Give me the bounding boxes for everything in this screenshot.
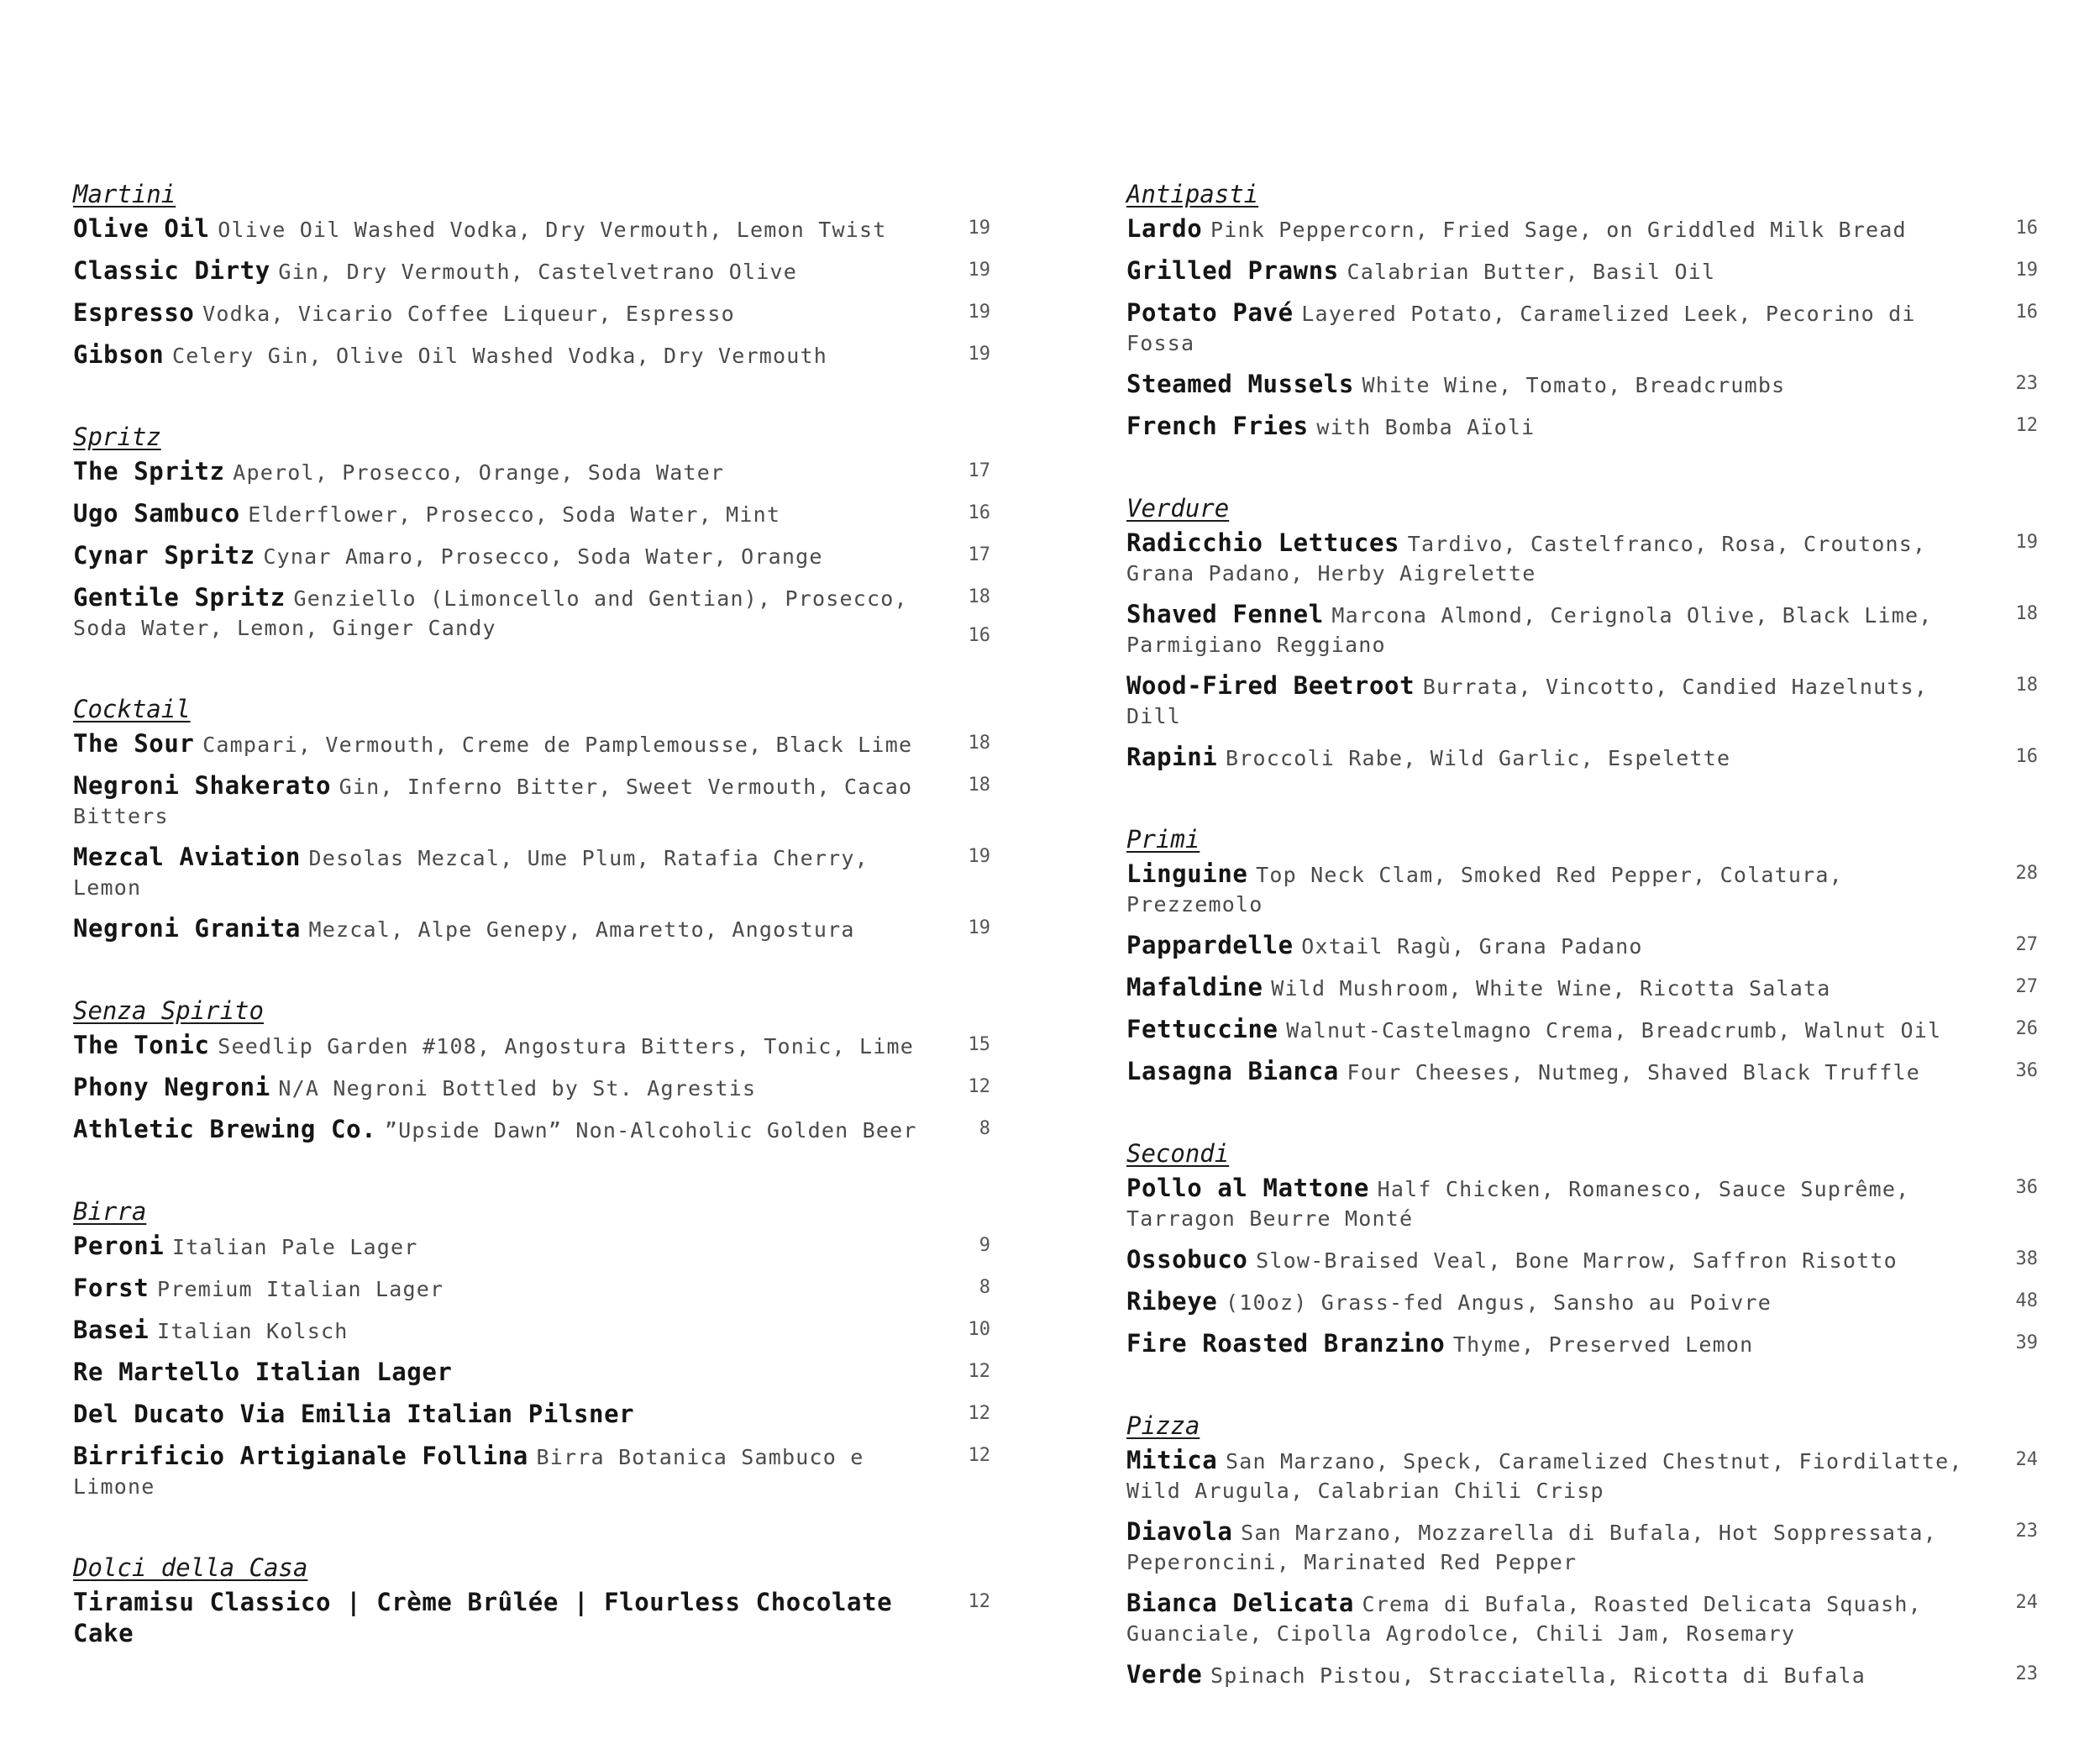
menu-item (1126, 215, 2038, 246)
menu-item (1126, 1058, 2038, 1089)
item-price: 27 (2015, 934, 2038, 955)
item-description: Top Neck Clam, Smoked Red Pepper, Colatura, Prezzemolo (1126, 863, 1843, 917)
item-name: Lasagna Bianca (1126, 1057, 1339, 1085)
item-name: Lardo (1126, 214, 1203, 243)
item-name: Pollo al Mattone (1126, 1174, 1369, 1202)
item-name: French Fries (1126, 412, 1309, 440)
item-description: Walnut-Castelmagno Crema, Breadcrumb, Walnut Oil (1286, 1018, 1942, 1043)
section-title: Senza Spirito (73, 996, 264, 1025)
menu-item (1126, 1174, 2038, 1235)
section-title: Birra (73, 1197, 147, 1226)
item-description: Calabrian Butter, Basil Oil (1347, 260, 1716, 284)
item-description: Italian Pale Lager (172, 1235, 418, 1259)
item-description: Gin, Dry Vermouth, Castelvetrano Olive (278, 260, 797, 284)
item-description: Premium Italian Lager (156, 1277, 444, 1301)
item-name: Fire Roasted Branzino (1126, 1329, 1446, 1358)
menu-item-text (73, 730, 920, 761)
menu-item (73, 458, 990, 489)
menu-item (1126, 1246, 2038, 1277)
item-description: Tardivo, Castelfranco, Rosa, Croutons, Grana Padano, Herby Aigrelette (1126, 532, 1927, 586)
menu-item (1126, 974, 2038, 1005)
menu-item-text (73, 341, 920, 372)
menu-item (73, 1400, 990, 1432)
item-name: Ugo Sambuco (73, 499, 240, 528)
item-description: Oxtail Ragù, Grana Padano (1301, 934, 1643, 959)
section-title: Dolci della Casa (73, 1553, 308, 1582)
menu-item-text (73, 542, 920, 573)
menu-item-text (73, 1358, 920, 1390)
menu-item-text (73, 215, 920, 246)
section-title: Secondi (1126, 1139, 1230, 1168)
item-name: Olive Oil (73, 214, 210, 243)
menu-item (1126, 743, 2038, 775)
item-price: 24 (2015, 1592, 2038, 1613)
menu-item-text (1126, 529, 1967, 590)
menu-item (1126, 1330, 2038, 1361)
item-price: 48 (2015, 1290, 2038, 1311)
item-description: ”Upside Dawn” Non-Alcoholic Golden Beer (384, 1118, 917, 1143)
item-name: Shaved Fennel (1126, 600, 1324, 628)
item-name: Mafaldine (1126, 973, 1263, 1001)
menu-item-text (73, 1116, 920, 1147)
menu-section-dolci-della-casa (73, 1550, 990, 1651)
menu-item (1126, 370, 2038, 402)
menu-item-text (1126, 672, 1967, 733)
menu-section-pizza (1126, 1408, 2038, 1692)
item-price: 16 (2015, 302, 2038, 323)
item-price: 16 (2015, 746, 2038, 767)
menu-item (73, 843, 990, 904)
menu-section-cocktail (73, 691, 990, 946)
item-price: 36 (2015, 1177, 2038, 1198)
menu-item (73, 257, 990, 288)
menu-item (1126, 1661, 2038, 1692)
item-price: 12 (968, 1076, 990, 1097)
item-name: Grilled Prawns (1126, 256, 1339, 285)
menu-item-text (73, 257, 920, 288)
menu-item-text (1126, 1589, 1967, 1650)
menu-item (73, 215, 990, 246)
item-description: Aperol, Prosecco, Orange, Soda Water (233, 460, 725, 485)
menu-item-text (73, 1032, 920, 1063)
item-description: Crema di Bufala, Roasted Delicata Squash, Guanciale, Cipolla Agrodolce, Chili Jam, Rosemary (1126, 1592, 1922, 1646)
item-price: 15 (968, 1034, 990, 1055)
item-price: 24 (2015, 1449, 2038, 1470)
item-price: 18 (2015, 675, 2038, 696)
item-name: Gentile Spritz (73, 583, 286, 612)
item-price: 12 (968, 1361, 990, 1382)
menu-item (73, 730, 990, 761)
menu-item (1126, 932, 2038, 963)
menu-item-text (73, 1400, 920, 1432)
item-description: Cynar Amaro, Prosecco, Soda Water, Orange (263, 544, 823, 569)
menu-item (73, 542, 990, 573)
item-price: 18 (968, 586, 990, 607)
item-name: Steamed Mussels (1126, 370, 1354, 398)
menu-item (1126, 1288, 2038, 1319)
item-description: Campari, Vermouth, Creme de Pamplemousse, Black Lime (202, 733, 913, 757)
item-name: Verde (1126, 1660, 1203, 1689)
menu-section-verdure (1126, 491, 2038, 775)
item-price: 36 (2015, 1060, 2038, 1081)
menu-item-text (1126, 1288, 1967, 1319)
menu-item-text (1126, 1246, 1967, 1277)
item-name: Pappardelle (1126, 931, 1294, 959)
menu-item (73, 1358, 990, 1390)
menu-item-text (1126, 1447, 1967, 1507)
section-title: Spritz (73, 423, 161, 451)
item-price: 19 (968, 260, 990, 281)
item-name: Negroni Granita (73, 914, 301, 943)
item-price: 18 (968, 775, 990, 796)
item-description: Broccoli Rabe, Wild Garlic, Espelette (1226, 746, 1731, 770)
item-name: The Spritz (73, 457, 225, 486)
item-name: Forst (73, 1274, 150, 1302)
menu-section-martini (73, 176, 990, 372)
menu-item (1126, 1447, 2038, 1507)
item-price: 9 (979, 1235, 990, 1256)
menu-item-text (73, 1074, 920, 1105)
item-description: San Marzano, Mozzarella di Bufala, Hot Soppressata, Peperoncini, Marinated Red Pepper (1126, 1521, 1937, 1574)
section-title: Cocktail (73, 695, 191, 723)
item-price: 18 (968, 733, 990, 754)
menu-item-text (1126, 1330, 1967, 1361)
menu-item (1126, 1016, 2038, 1047)
item-description: Spinach Pistou, Stracciatella, Ricotta di Bufala (1210, 1663, 1866, 1688)
item-price: 19 (968, 218, 990, 239)
menu-item-text (73, 500, 920, 531)
menu-item (1126, 860, 2038, 921)
menu-item (73, 299, 990, 330)
item-description: N/A Negroni Bottled by St. Agrestis (278, 1076, 757, 1101)
item-name: The Tonic (73, 1031, 210, 1059)
item-name: Phony Negroni (73, 1073, 270, 1101)
item-price: 19 (968, 344, 990, 365)
menu-item-text (1126, 1058, 1967, 1089)
section-title: Martini (73, 180, 176, 208)
menu-item (73, 584, 990, 644)
item-price: 12 (968, 1445, 990, 1466)
item-description: Burrata, Vincotto, Candied Hazelnuts, Dill (1126, 675, 1929, 728)
item-description: Birra Botanica Sambuco e Limone (73, 1445, 864, 1499)
item-name: The Sour (73, 729, 195, 758)
item-name: Radicchio Lettuces (1126, 528, 1400, 557)
item-description: Mezcal, Alpe Genepy, Amaretto, Angostura (308, 917, 855, 942)
menu-item (73, 1032, 990, 1063)
menu-section-birra (73, 1194, 990, 1503)
menu-item-text (73, 584, 920, 644)
item-description: Vodka, Vicario Coffee Liqueur, Espresso (202, 302, 735, 326)
item-name: Rapini (1126, 743, 1218, 771)
menu-item-text (1126, 743, 1967, 775)
item-price: 19 (968, 846, 990, 867)
item-name: Birrificio Artigianale Follina (73, 1442, 528, 1470)
item-description: Seedlip Garden #108, Angostura Bitters, Tonic, Lime (218, 1034, 915, 1059)
item-price: 12 (968, 1591, 990, 1612)
item-description: Pink Peppercorn, Fried Sage, on Griddled Milk Bread (1210, 218, 1907, 242)
menu-section-spritz (73, 419, 990, 644)
menu-section-senza-spirito (73, 993, 990, 1147)
item-price: 16 (2015, 218, 2038, 239)
item-price: 17 (968, 544, 990, 565)
item-price: 19 (968, 302, 990, 323)
item-price: 16 (968, 502, 990, 523)
menu-item (73, 1232, 990, 1264)
food-column (1126, 176, 2038, 1739)
item-description: Genziello (Limoncello and Gentian), Prosecco, Soda Water, Lemon, Ginger Candy (73, 586, 908, 640)
item-name: Gibson (73, 340, 165, 369)
menu-item (1126, 601, 2038, 661)
item-price: 12 (968, 1403, 990, 1424)
item-name: Potato Pavé (1126, 298, 1294, 327)
item-name: Fettuccine (1126, 1015, 1278, 1043)
section-title: Antipasti (1126, 180, 1259, 208)
menu-item (1126, 1518, 2038, 1579)
section-title: Verdure (1126, 494, 1230, 523)
menu-item-text (73, 1232, 920, 1264)
menu-item-text (1126, 1518, 1967, 1579)
section-title: Pizza (1126, 1411, 1200, 1440)
item-description: Marcona Almond, Cerignola Olive, Black Lime, Parmigiano Reggiano (1126, 603, 1933, 657)
item-name: Re Martello Italian Lager (73, 1358, 453, 1386)
item-description: Slow-Braised Veal, Bone Marrow, Saffron Risotto (1256, 1248, 1898, 1273)
item-description: San Marzano, Speck, Caramelized Chestnut, Fiordilatte, Wild Arugula, Calabrian Chili Crisp (1126, 1449, 1963, 1503)
item-name: Negroni Shakerato (73, 771, 332, 800)
menu-item-text (1126, 860, 1967, 921)
item-name: Linguine (1126, 859, 1248, 888)
item-price: 28 (2015, 863, 2038, 884)
menu-item-text (73, 1274, 920, 1306)
menu-item (73, 772, 990, 833)
menu-item-text (73, 915, 920, 946)
menu-item (73, 1274, 990, 1306)
menu-item-text (1126, 1661, 1967, 1692)
menu-item-text (1126, 370, 1967, 402)
item-description: Four Cheeses, Nutmeg, Shaved Black Truffle (1347, 1060, 1921, 1085)
menu-item-text (1126, 932, 1967, 963)
menu-item (73, 1589, 990, 1651)
menu-item-text (73, 1589, 920, 1651)
menu-item-text (1126, 1174, 1967, 1235)
drinks-column (73, 176, 990, 1698)
menu-section-antipasti (1126, 176, 2038, 444)
item-description: with Bomba Aïoli (1316, 415, 1536, 439)
menu-item (73, 1074, 990, 1105)
menu-item (1126, 257, 2038, 288)
menu-item (73, 1116, 990, 1147)
menu-item-text (1126, 215, 1967, 246)
menu-item-text (1126, 974, 1967, 1005)
menu-item-text (1126, 412, 1967, 444)
menu-item-text (73, 458, 920, 489)
item-price: 19 (2015, 260, 2038, 281)
item-name: Del Ducato Via Emilia Italian Pilsner (73, 1400, 635, 1428)
item-description: Elderflower, Prosecco, Soda Water, Mint (248, 502, 781, 527)
item-price: 23 (2015, 1663, 2038, 1684)
menu-item-text (73, 1442, 920, 1503)
item-price: 8 (979, 1118, 990, 1139)
item-price: 38 (2015, 1248, 2038, 1269)
item-name: Cynar Spritz (73, 541, 255, 570)
item-name: Athletic Brewing Co. (73, 1115, 377, 1143)
item-name: Peroni (73, 1232, 165, 1260)
menu-item (73, 1316, 990, 1348)
menu-section-secondi (1126, 1136, 2038, 1361)
item-price: 10 (968, 1319, 990, 1340)
item-price: 27 (2015, 976, 2038, 997)
menu-item-text (73, 299, 920, 330)
menu-item-text (1126, 257, 1967, 288)
item-description: White Wine, Tomato, Breadcrumbs (1362, 373, 1786, 397)
item-price: 17 (968, 460, 990, 481)
menu-item-text (73, 772, 920, 833)
menu-item (73, 1442, 990, 1503)
item-name: Espresso (73, 298, 195, 327)
item-price: 19 (2015, 532, 2038, 553)
item-name: Classic Dirty (73, 256, 270, 285)
item-description: Desolas Mezcal, Ume Plum, Ratafia Cherry, Lemon (73, 846, 869, 900)
item-description: Half Chicken, Romanesco, Sauce Suprême, Tarragon Beurre Monté (1126, 1177, 1910, 1231)
item-price: 39 (2015, 1332, 2038, 1353)
menu-section-primi (1126, 822, 2038, 1089)
item-price-secondary: 16 (968, 625, 990, 646)
menu-item (1126, 299, 2038, 360)
item-description: Layered Potato, Caramelized Leek, Pecorino di Fossa (1126, 302, 1916, 355)
menu-item (73, 341, 990, 372)
item-name: Mezcal Aviation (73, 843, 301, 871)
item-name: Diavola (1126, 1517, 1233, 1546)
item-description: Olive Oil Washed Vodka, Dry Vermouth, Lemon Twist (218, 218, 887, 242)
section-title: Primi (1126, 825, 1200, 854)
menu-item-text (73, 843, 920, 904)
item-description: Celery Gin, Olive Oil Washed Vodka, Dry Vermouth (172, 344, 828, 368)
item-description: Wild Mushroom, White Wine, Ricotta Salata (1271, 976, 1831, 1001)
item-price: 23 (2015, 373, 2038, 394)
item-name: Bianca Delicata (1126, 1589, 1354, 1617)
item-price: 8 (979, 1277, 990, 1298)
menu-item (73, 500, 990, 531)
item-price: 23 (2015, 1521, 2038, 1542)
item-price: 19 (968, 917, 990, 938)
item-name: Mitica (1126, 1446, 1218, 1474)
item-description: Italian Kolsch (156, 1319, 349, 1343)
menu-item (1126, 672, 2038, 733)
menu-item (1126, 529, 2038, 590)
menu-item-text (1126, 1016, 1967, 1047)
item-name: Wood-Fired Beetroot (1126, 671, 1415, 700)
menu-item-text (1126, 601, 1967, 661)
item-name: Ossobuco (1126, 1245, 1248, 1274)
item-price: 18 (2015, 603, 2038, 624)
item-price: 12 (2015, 415, 2038, 436)
menu-item (73, 915, 990, 946)
item-price: 26 (2015, 1018, 2038, 1039)
item-description: (10oz) Grass-fed Angus, Sansho au Poivre (1226, 1290, 1772, 1315)
item-name: Basei (73, 1316, 150, 1344)
item-name: Ribeye (1126, 1287, 1218, 1316)
menu-item-text (1126, 299, 1967, 360)
menu-item-text (73, 1316, 920, 1348)
item-description: Thyme, Preserved Lemon (1452, 1332, 1754, 1357)
item-description: Gin, Inferno Bitter, Sweet Vermouth, Cacao Bitters (73, 775, 913, 828)
menu-item (1126, 1589, 2038, 1650)
item-name: Tiramisu Classico | Crème Brûlée | Flourless Chocolate Cake (73, 1588, 893, 1647)
menu-item (1126, 412, 2038, 444)
